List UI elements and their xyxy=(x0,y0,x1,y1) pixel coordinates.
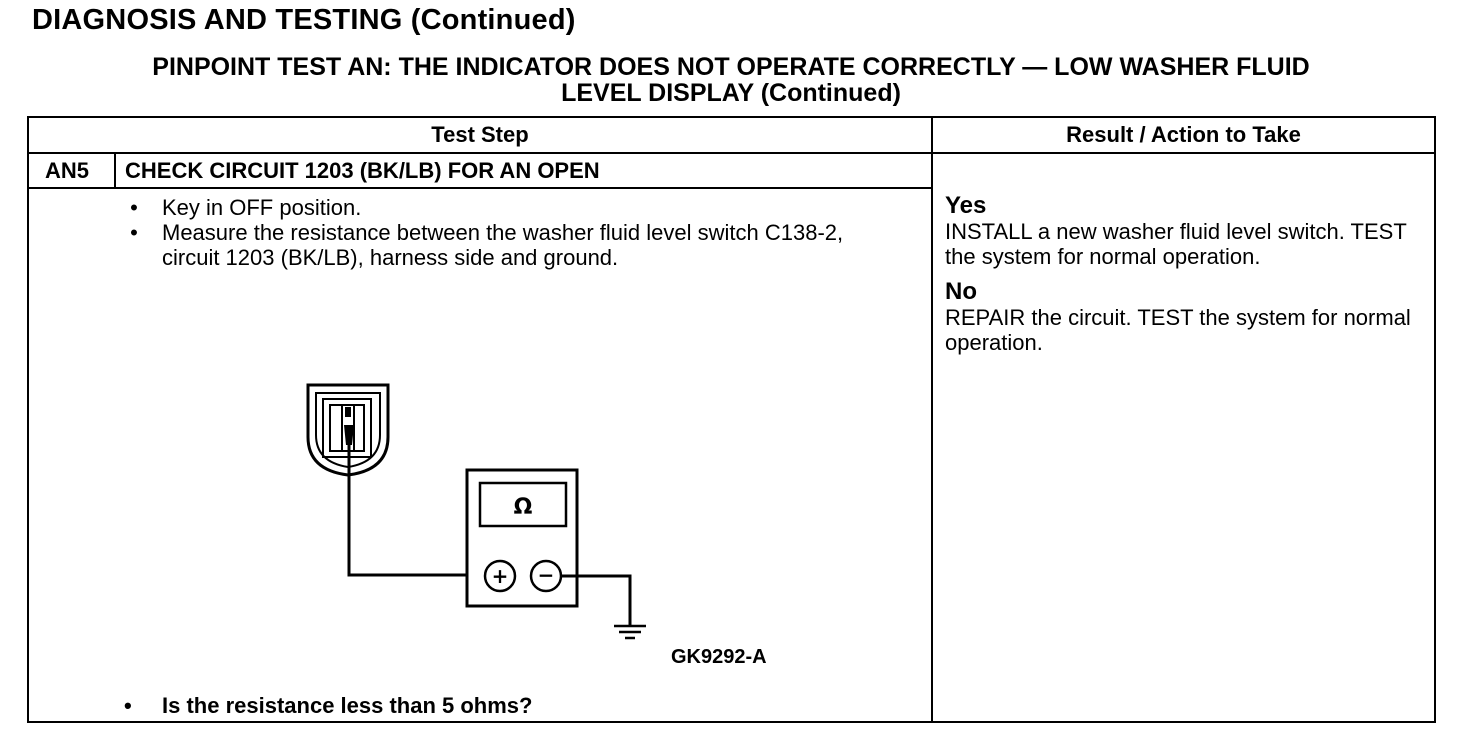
ohmmeter-icon xyxy=(467,470,577,606)
step-id: AN5 xyxy=(45,158,90,183)
figure-code: GK9292-A xyxy=(671,646,767,668)
ohm-symbol: Ω xyxy=(513,495,533,520)
column-divider xyxy=(931,116,933,723)
result-block xyxy=(945,193,1425,355)
instruction-item xyxy=(124,220,884,270)
result-no-action: REPAIR the circuit. TEST the system for normal operation. xyxy=(945,305,1411,355)
plus-terminal: + xyxy=(491,564,509,588)
bullet-glyph: • xyxy=(130,195,138,220)
minus-terminal: − xyxy=(537,563,555,587)
step-title: CHECK CIRCUIT 1203 (BK/LB) FOR AN OPEN xyxy=(125,158,600,183)
pinpoint-test-title-line1: PINPOINT TEST AN: THE INDICATOR DOES NOT OPERATE CORRECTLY — LOW WASHER FLUID xyxy=(152,53,1310,81)
result-no-label: No xyxy=(945,278,977,305)
table-border-left xyxy=(27,116,29,723)
table-border-bottom xyxy=(27,721,1436,723)
result-yes-label: Yes xyxy=(945,192,987,219)
step-instructions xyxy=(124,195,884,270)
wiring-diagram xyxy=(290,375,790,675)
instruction-text: Key in OFF position. xyxy=(162,195,362,220)
step-row-divider xyxy=(27,187,933,189)
page-title: DIAGNOSIS AND TESTING (Continued) xyxy=(32,4,576,36)
bullet-glyph: • xyxy=(124,693,132,718)
ground-icon xyxy=(614,626,646,638)
header-divider xyxy=(27,152,1436,154)
pinpoint-test-title-line2: LEVEL DISPLAY (Continued) xyxy=(561,79,901,107)
question-text: Is the resistance less than 5 ohms? xyxy=(162,693,533,718)
step-question xyxy=(124,693,532,719)
column-header-test-step: Test Step xyxy=(431,122,529,147)
table-border-right xyxy=(1434,116,1436,723)
instruction-text: Measure the resistance between the washer fluid level switch C138-2, circuit 1203 (BK/LB), harness side and ground. xyxy=(162,220,844,270)
table-border-top xyxy=(27,116,1436,118)
bullet-glyph: • xyxy=(130,220,138,245)
column-header-result: Result / Action to Take xyxy=(1066,122,1301,147)
pinpoint-test-title xyxy=(28,54,1434,106)
step-id-divider xyxy=(114,152,116,189)
result-yes-action: INSTALL a new washer fluid level switch. TEST the system for normal operation. xyxy=(945,219,1407,269)
instruction-item xyxy=(124,195,884,220)
